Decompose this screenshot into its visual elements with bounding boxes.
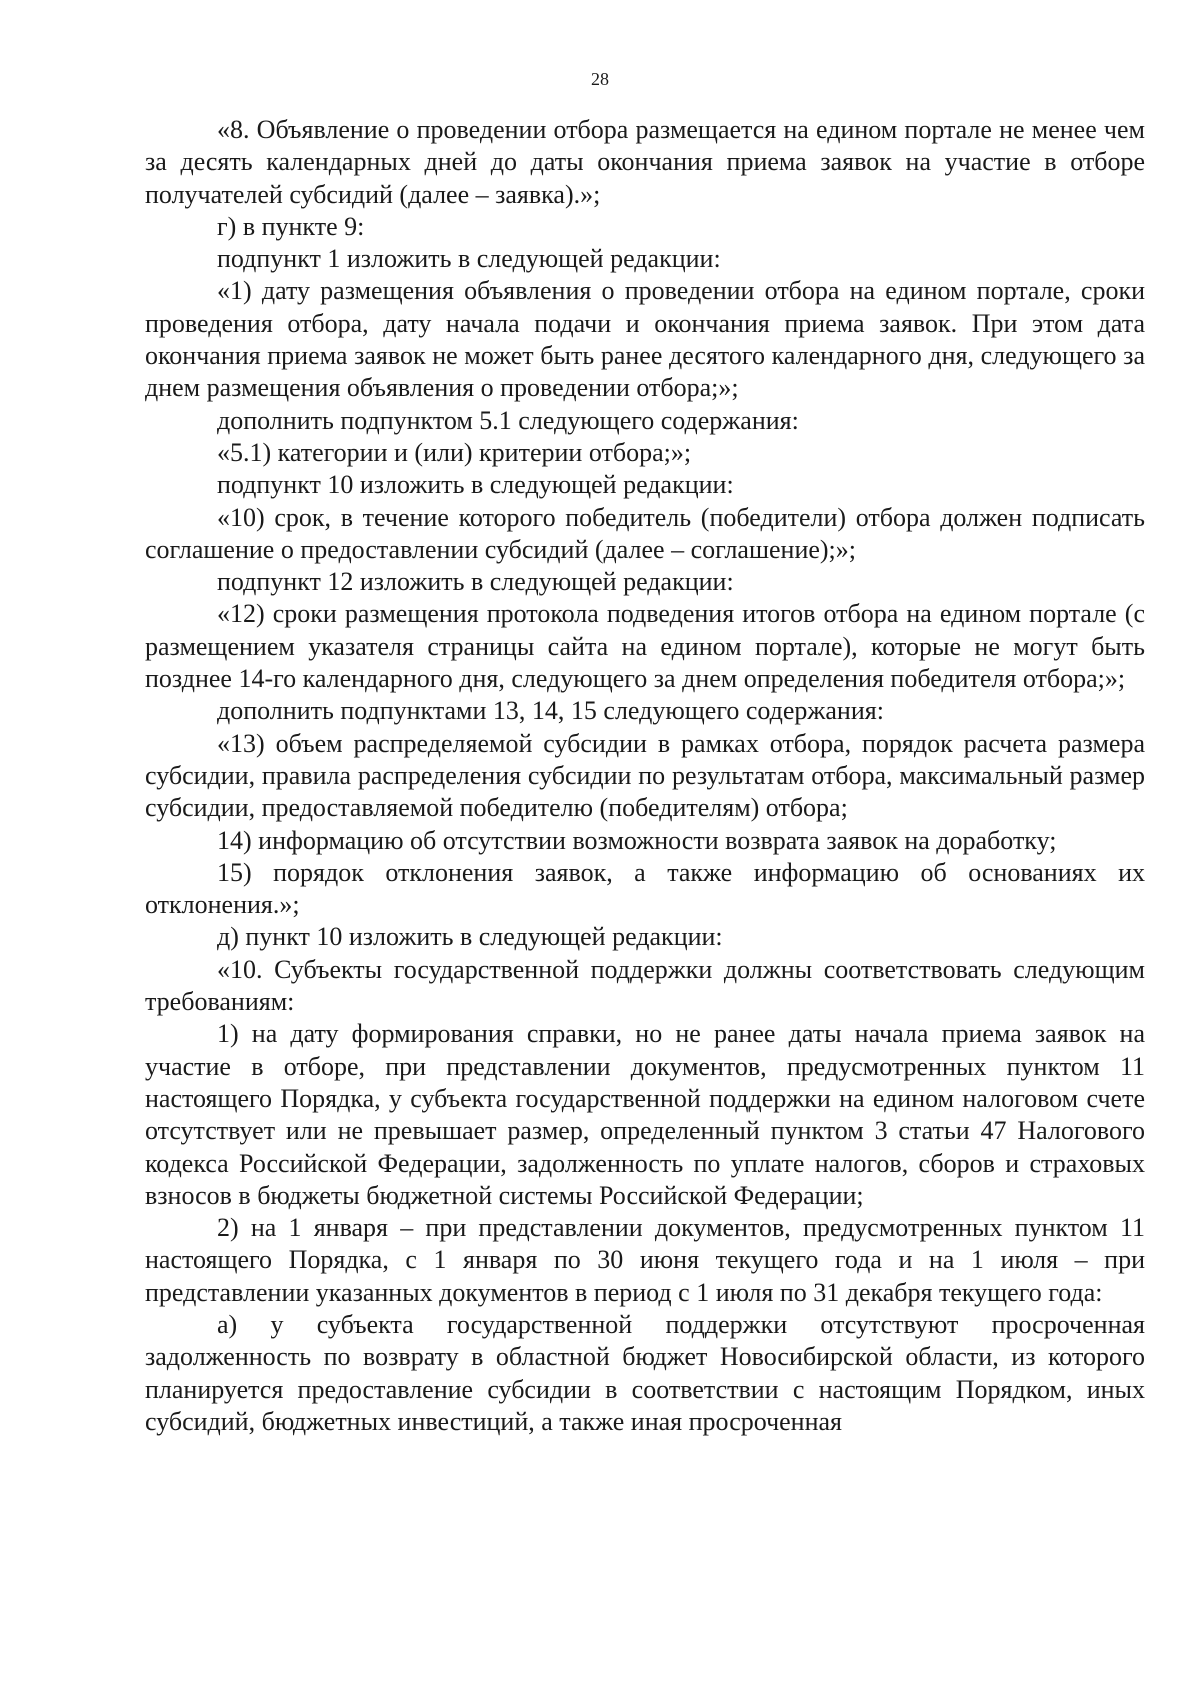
page-number: 28 <box>591 69 609 89</box>
paragraph-subpoint-1-instruction: подпункт 1 изложить в следующей редакции: <box>217 244 721 274</box>
paragraph-point-10-instruction: д) пункт 10 изложить в следующей редакции: <box>217 922 723 952</box>
paragraph-requirement-2: 2) на 1 января – при представлении документов, предусмотренных пунктом 11 настоящего Порядка, с 1 января по 30 июня текущего года и на 1 июля – при представлении указанных документов в период с 1 июля по 31 декабря текущего года: <box>145 1213 1145 1307</box>
paragraph-clause-10-text: «10. Субъекты государственной поддержки должны соответствовать следующим требованиям: <box>145 954 1145 1017</box>
paragraph-clause-8: «8. Объявление о проведении отбора размещается на едином портале не менее чем за десять календарных дней до даты окончания приема заявок на участие в отборе получателей субсидий (далее – заявка).»; <box>145 115 1145 209</box>
paragraph-subpoint-12-text: «12) сроки размещения протокола подведения итогов отбора на едином портале (с размещением указателя страницы сайта на едином портале), которые не могут быть позднее 14-го календарного дня, следующего за днем определения победителя отбора;»; <box>145 599 1145 694</box>
paragraph-subpoint-13-text: «13) объем распределяемой субсидии в рамках отбора, порядок расчета размера субсидии, правила распределения субсидии по результатам отбора, максимальный размер субсидии, предоставляемой победителю (победителям) отбора; <box>145 728 1145 823</box>
document-body <box>145 114 1145 1438</box>
paragraph-subpoint-5-1-instruction: дополнить подпунктом 5.1 следующего содержания: <box>217 405 799 435</box>
paragraph-requirement-2a: а) у субъекта государственной поддержки отсутствуют просроченная задолженность по возврату в областной бюджет Новосибирской области, из которого планируется предоставление субсидии в соответствии с настоящим Порядком, иных субсидий, бюджетных инвестиций, а также иная просроченная <box>145 1309 1145 1436</box>
paragraph-subpoint-14-text: 14) информацию об отсутствии возможности возврата заявок на доработку; <box>217 825 1057 855</box>
paragraph-subpoint-1-text: «1) дату размещения объявления о проведении отбора на едином портале, сроки проведения отбора, дату начала подачи и окончания приема заявок. При этом дата окончания приема заявок не может быть ранее десятого календарного дня, следующего за днем размещения объявления о проведении отбора;»; <box>145 276 1145 403</box>
paragraph-subpoint-12-instruction: подпункт 12 изложить в следующей редакции: <box>217 567 734 597</box>
paragraph-point-9-heading: г) в пункте 9: <box>217 211 365 241</box>
paragraph-subpoint-5-1-text: «5.1) категории и (или) критерии отбора;»; <box>217 437 692 467</box>
paragraph-subpoint-15-text: 15) порядок отклонения заявок, а также информацию об основаниях их отклонения.»; <box>145 857 1145 920</box>
paragraph-subpoints-13-15-instruction: дополнить подпунктами 13, 14, 15 следующего содержания: <box>217 696 884 726</box>
paragraph-subpoint-10-text: «10) срок, в течение которого победитель (победители) отбора должен подписать соглашение о предоставлении субсидий (далее – соглашение);»; <box>145 502 1145 564</box>
paragraph-requirement-1: 1) на дату формирования справки, но не ранее даты начала приема заявок на участие в отборе, при представлении документов, предусмотренных пунктом 11 настоящего Порядка, у субъекта государственной поддержки на едином налоговом счете отсутствует или не превышает размер, определенный пунктом 3 статьи 47 Налогового кодекса Российской Федерации, задолженность по уплате налогов, сборов и страховых взносов в бюджеты бюджетной системы Российской Федерации; <box>145 1019 1145 1210</box>
paragraph-subpoint-10-instruction: подпункт 10 изложить в следующей редакции: <box>217 470 734 500</box>
